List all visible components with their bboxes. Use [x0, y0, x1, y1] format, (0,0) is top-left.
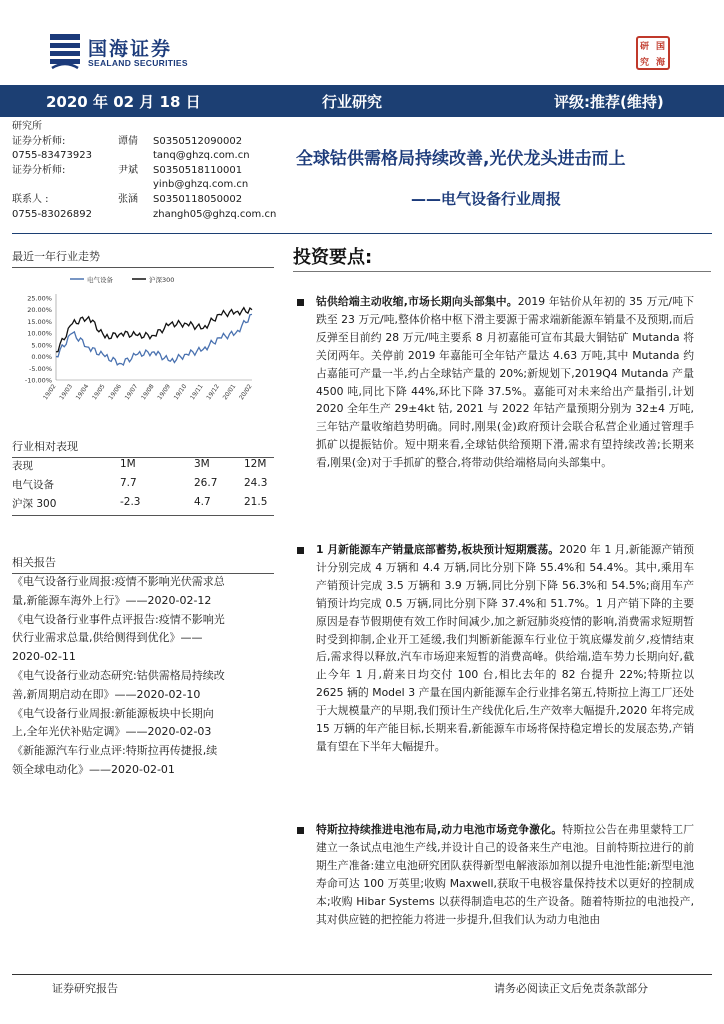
trend-section-header	[12, 248, 274, 268]
sealand-logo-icon	[48, 32, 82, 70]
list-item[interactable]: 上,全年光伏补贴定调》——2020-02-03	[12, 725, 212, 739]
x-tick-label: 19/05	[90, 383, 107, 402]
analyst-row: 证券分析师: 谭倩 S0350512090002	[12, 135, 243, 147]
bullet-icon	[297, 827, 304, 834]
y-tick-label: 0.00%	[31, 353, 52, 362]
x-tick-label: 19/02	[41, 383, 58, 402]
bullet-icon	[297, 547, 304, 554]
y-tick-label: -10.00%	[24, 376, 52, 385]
series-line	[56, 308, 252, 352]
bullet-icon	[297, 299, 304, 306]
paragraph-lead: 1 月新能源车产销量底部蓄势,板块预计短期震荡。	[316, 543, 560, 556]
footer-divider	[12, 974, 712, 975]
analyst-row: yinb@ghzq.com.cn	[153, 179, 249, 191]
investment-title: 投资要点:	[293, 247, 373, 268]
y-tick-label: 20.00%	[27, 306, 52, 315]
analyst-row: 0755-83026892 zhangh05@ghzq.com.cn	[12, 208, 277, 220]
report-date: 2020 年 02 月 18 日	[46, 93, 201, 111]
paragraph-body: 2020 年 1 月,新能源产销预计分别完成 4 万辆和 4.4 万辆,同比分别下降 55.4%和 54.4%。其中,乘用车产销预计完成 3.5 万辆和 3.9 万辆,同比分别下降 56.3%和 54.5%;商用车产销预计均完成 0.5 万辆,同比分别下降 37.4%和 51.7%。1 月产销下降的主要原因是春节假期使有效工作时间减少,加之新冠肺炎疫情的影响,消费需求短期暂时受到抑制,企业开工延缓,我们判断新能源车行业位于筑底爆发前夕,疫情结束后,需求得以释放,汽车市场迎来短暂的消费高峰。供给端,造车势力长期向好,截止今年 1 月,蔚来日均交付 100 台,相比去年的 82 台提升 22%;特斯拉以 2625 辆的 Model 3 产量在国内新能源车企行业排名第五,特斯拉上海工厂还处于大规模量产的早期,我们预计生产线优化后,生产效率大幅提升,2020 年将完成 15 万辆的年产能目标,长期来看,新能源车市场将保持稳定增长的发展态势,产销量有望在下半年大幅提升。	[316, 543, 694, 753]
paragraph-lead: 特斯拉持续推进电池布局,动力电池市场竞争激化。	[316, 823, 563, 836]
performance-section-title: 行业相对表现	[12, 440, 78, 453]
performance-table	[12, 456, 274, 516]
table-row: 沪深 300 -2.3 4.7 21.5	[12, 496, 268, 510]
paragraph-body: 2019 年钴价从年初的 35 万元/吨下跌至 23 万元/吨,整体价格中枢下滑主要源于需求端新能源车销量不及预期,而后反弹至目前约 28 万元/吨主要系 8 月初嘉能可宣布其最大铜钴矿 Mutanda 将关闭两年。关停前 2019 年嘉能可全年钴产量达 4.63 万吨,其中 Mutanda 约占嘉能可产量一半,约占全球钴产量的 20%;新规划下,2019Q4 Mutanda 产量 4500 吨,同比下降 44%,环比下降 37.5%。嘉能可对未来给出产量指引,计划 2020 全年生产 29±4kt 钴, 2021 与 2022 年钴产量预期分别为 32±4 万吨,三年钴产量收缩趋势明确。同时,刚果(金)政府预计会联合私营企业通过管理手抓矿以提振钴价。短中期来看,全球钴供给预期下滑,需求有望持续改善;长期来看,刚果(金)对于手抓矿的整合,将带动供给端格局向头部集中。	[316, 295, 694, 470]
analyst-row: 0755-83473923 tanq@ghzq.com.cn	[12, 150, 250, 162]
y-tick-label: 25.00%	[27, 294, 52, 303]
list-item[interactable]: 《电气设备行业动态研究:钴供需格局持续改	[12, 668, 225, 682]
report-subtitle: ——电气设备行业周报	[411, 190, 562, 208]
analyst-row: 联系人 : 张涵 S0350118050002	[12, 193, 243, 205]
analyst-dept: 研究所	[12, 121, 42, 132]
x-tick-label: 19/07	[123, 383, 140, 402]
legend-label: 电气设备	[87, 276, 113, 284]
x-tick-label: 19/08	[139, 383, 156, 402]
report-title: 全球钴供需格局持续改善,光伏龙头进击而上	[296, 149, 626, 169]
related-section-title: 相关报告	[12, 556, 56, 569]
footer-left: 证券研究报告	[52, 982, 118, 995]
list-item[interactable]: 《新能源汽车行业点评:特斯拉再传捷报,续	[12, 744, 218, 758]
list-item[interactable]: 领全球电动化》——2020-02-01	[12, 762, 175, 776]
list-item[interactable]: 2020-02-11	[12, 650, 76, 664]
company-logo	[48, 30, 208, 80]
related-reports-list	[12, 573, 274, 780]
list-item[interactable]: 量,新能源车海外上行》——2020-02-12	[12, 593, 212, 607]
report-type: 行业研究	[322, 93, 383, 111]
table-header-row: 表现 1M 3M 12M	[12, 458, 267, 472]
paragraph-cobalt	[316, 293, 694, 472]
x-tick-label: 19/11	[188, 383, 205, 402]
x-tick-label: 19/03	[58, 383, 74, 402]
analyst-row: 证券分析师: 尹斌 S0350518110001	[12, 164, 243, 176]
x-tick-label: 19/12	[205, 383, 221, 402]
paragraph-tesla	[316, 821, 694, 928]
legend-label: 沪深300	[149, 276, 175, 284]
company-name-en: SEALAND SECURITIES	[88, 58, 188, 68]
x-tick-label: 19/10	[172, 383, 189, 402]
related-section-header	[12, 554, 274, 574]
company-name-cn: 国海证券	[88, 38, 173, 60]
x-tick-label: 20/02	[237, 383, 254, 402]
trend-section-title: 最近一年行业走势	[12, 250, 100, 263]
performance-section-header	[12, 438, 274, 458]
list-item[interactable]: 善,新周期启动在即》——2020-02-10	[12, 687, 201, 701]
trend-chart	[12, 270, 274, 418]
series-line	[56, 314, 252, 365]
list-item[interactable]: 《电气设备行业事件点评报告:疫情不影响光	[12, 612, 225, 626]
footer-disclaimer: 请务必阅读正文后免责条款部分	[494, 982, 648, 995]
seal-stamp-icon: 研 国 究 海	[636, 36, 670, 70]
investment-divider	[293, 271, 711, 272]
header-banner	[0, 85, 724, 117]
paragraph-lead: 钴供给端主动收缩,市场长期向头部集中。	[316, 295, 518, 308]
paragraph-nev	[316, 541, 694, 756]
paragraph-body: 特斯拉公告在弗里蒙特工厂建立一条试点电池生产线,并设计自己的设备来生产电池。目前特斯拉进行的前期生产准备:建立电池研究团队获得新型电解液添加剂以提升电池性能;新型电池寿命可达 100 万英里;收购 Maxwell,获取干电极容量保持技术以更好的控制成本;收购 Hibar Systems 以获得制造电芯的生产设备。随着特斯拉的电池投产,其对供应链的把控能力将进一步提升,但我们认为动力电池由	[316, 823, 694, 926]
y-tick-label: -5.00%	[29, 364, 52, 373]
x-tick-label: 19/04	[74, 383, 91, 402]
list-item[interactable]: 《电气设备行业周报:新能源板块中长期向	[12, 706, 214, 720]
x-tick-label: 19/09	[156, 383, 172, 402]
x-tick-label: 19/06	[107, 383, 123, 402]
y-tick-label: 5.00%	[31, 341, 52, 350]
x-tick-label: 20/01	[221, 383, 238, 402]
list-item[interactable]: 《电气设备行业周报:疫情不影响光伏需求总	[12, 575, 225, 588]
header-divider	[12, 233, 712, 234]
table-row: 电气设备 7.7 26.7 24.3	[12, 477, 268, 491]
list-item[interactable]: 伏行业需求总量,供给侧得到优化》——	[12, 631, 203, 645]
y-tick-label: 15.00%	[27, 317, 52, 326]
report-rating: 评级:推荐(维持)	[554, 93, 664, 111]
y-tick-label: 10.00%	[27, 329, 52, 338]
analyst-info	[12, 120, 282, 222]
